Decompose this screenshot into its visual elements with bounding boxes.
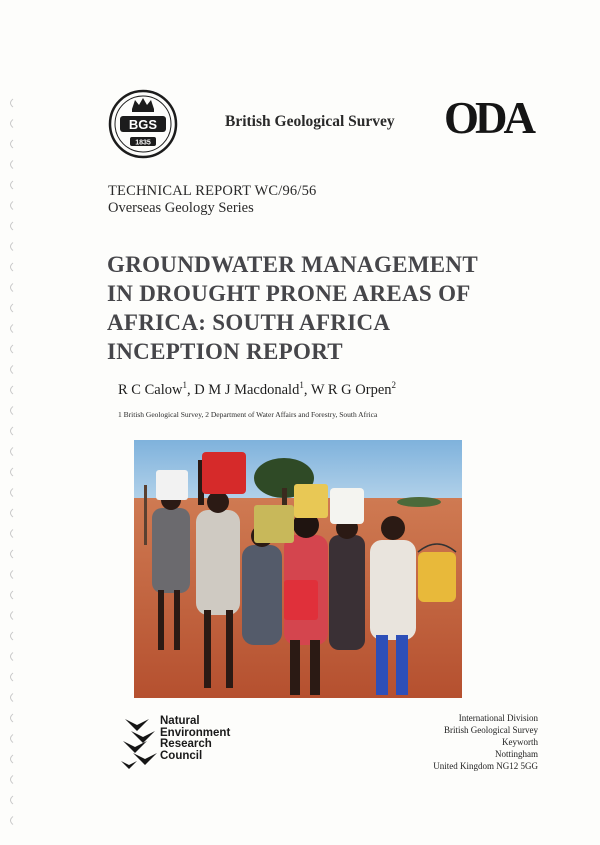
binding-hole [11,632,14,640]
nerc-name [160,716,230,762]
binding-hole [11,714,14,722]
yellow-bucket [418,552,456,602]
binding-hole [11,427,14,435]
binding-hole [11,99,14,107]
binding-hole [11,263,14,271]
binding-hole [11,509,14,517]
author-affil: 1 [299,380,304,390]
oda-logo: ODA [444,93,532,143]
nerc-logo [121,717,159,769]
binding-hole [11,591,14,599]
binding-hole [11,407,14,415]
binding-hole [11,776,14,784]
binding-hole [11,181,14,189]
binding-hole [11,817,14,825]
bgs-crest-logo [106,89,180,159]
organisation-name: British Geological Survey [225,113,395,130]
nerc-line: Environment [160,726,231,739]
author-list: R C Calow$^1$, D M J Macdonald$^1$, W R G Orpen$^2$ [118,380,397,398]
binding-hole [11,796,14,804]
binding-hole [11,386,14,394]
binding-hole [11,612,14,620]
binding-hole [11,468,14,476]
binding-hole [11,673,14,681]
binding-hole [11,489,14,497]
address-line: United Kingdom NG12 5GG [433,761,538,771]
bgs-logo-year: 1835 [135,139,151,147]
address-line: British Geological Survey [444,725,538,735]
binding-hole [11,530,14,538]
binding-hole [11,366,14,374]
cover-photo-illustration [134,440,462,698]
author-affil: 2 [391,380,397,390]
nerc-line: Natural [160,715,200,727]
author-name: R C Calow [118,381,183,398]
cover-photo [134,440,462,698]
address-line: Keyworth [502,737,538,747]
binding-hole [11,755,14,763]
author-name: D M J Macdonald [194,381,300,398]
nerc-line: Research [160,738,212,750]
address-line: International Division [458,713,538,723]
binding-hole [11,345,14,353]
author-affil: 1 [182,380,187,390]
binding-hole [11,550,14,558]
title-line: IN DROUGHT PRONE AREAS OF [107,281,471,306]
binding-hole [11,120,14,128]
binding-hole [11,448,14,456]
title-line: INCEPTION REPORT [107,339,343,364]
red-bucket [202,452,246,494]
bgs-logo-text: BGS [128,117,158,132]
binding-hole [11,284,14,292]
title-line: GROUNDWATER MANAGEMENT [107,252,478,277]
author-name: W R G Orpen [310,381,392,398]
address-line: Nottingham [495,749,538,759]
report-title [107,250,547,366]
postal-address [433,712,538,772]
binding-hole [11,653,14,661]
binding-hole [11,304,14,312]
binding-hole [11,243,14,251]
report-number: TECHNICAL REPORT WC/96/56 [108,183,317,199]
binding-hole [11,735,14,743]
title-line: AFRICA: SOUTH AFRICA [107,310,391,335]
binding-holes [4,95,18,835]
affiliations: 1 British Geological Survey, 2 Department of Water Affairs and Forestry, South Africa [118,410,378,419]
binding-hole [11,325,14,333]
report-series: Overseas Geology Series [108,200,254,216]
binding-hole [11,694,14,702]
nerc-line: Council [160,749,203,762]
binding-hole [11,161,14,169]
binding-hole [11,222,14,230]
binding-hole [11,140,14,148]
binding-hole [11,202,14,210]
binding-hole [11,571,14,579]
